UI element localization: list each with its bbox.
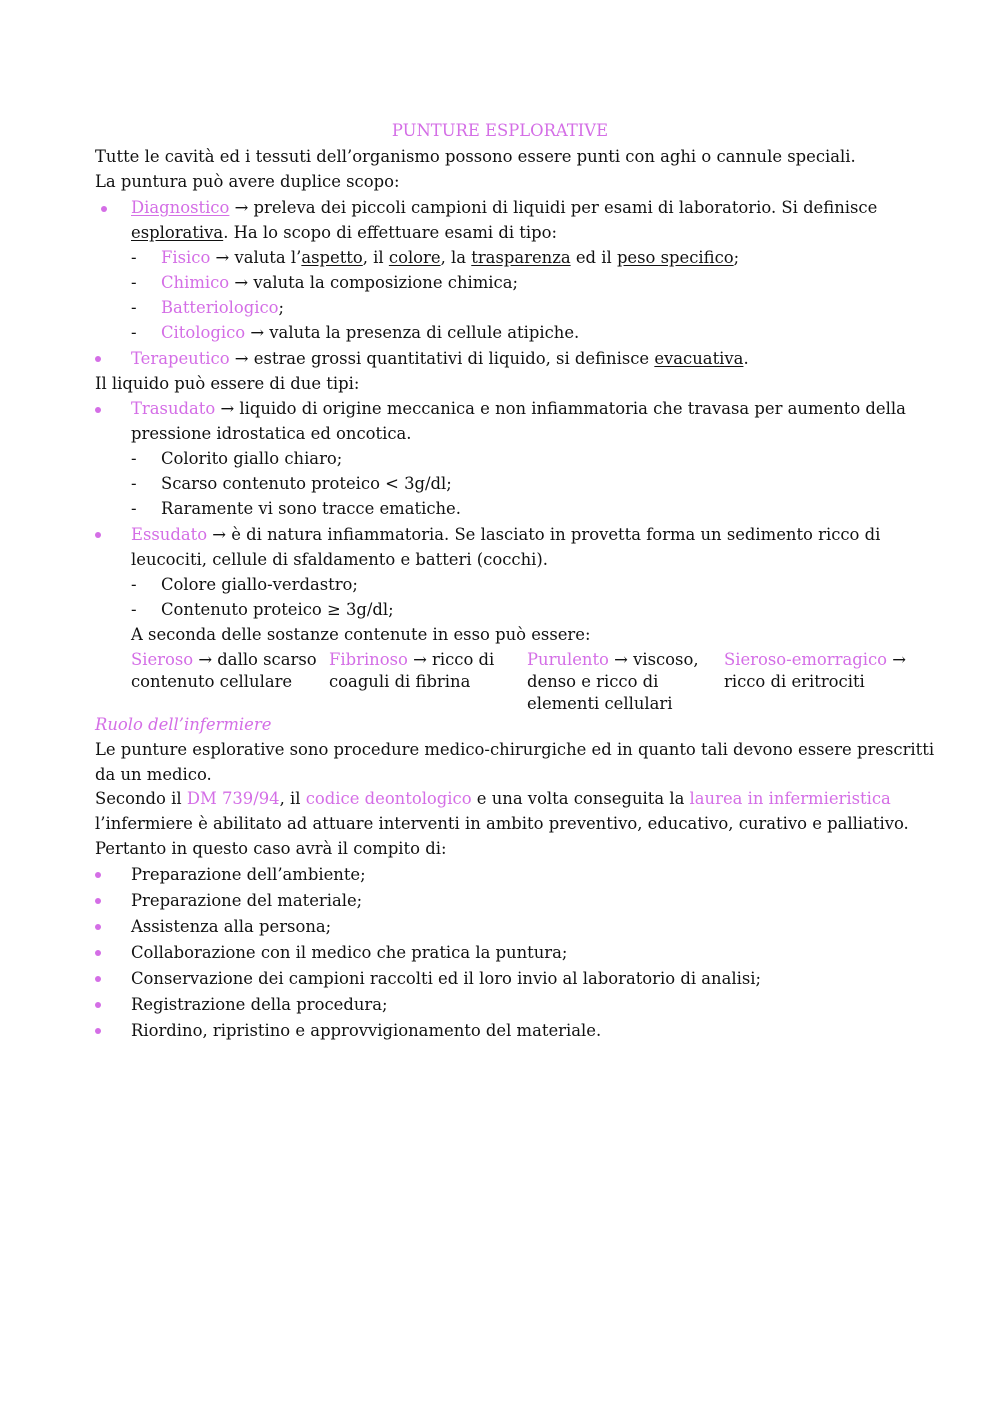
term-purulento: Purulento <box>527 650 609 669</box>
essudato-types-intro: A seconda delle sostanze contenute in esso può essere: <box>131 625 591 644</box>
liquid-intro: Il liquido può essere di due tipi: <box>95 374 360 393</box>
bullet-icon <box>95 976 101 982</box>
purulento-text-2: denso e ricco di <box>527 672 659 691</box>
batteriologico-text: ; <box>278 298 285 317</box>
bullet-icon <box>95 872 101 878</box>
terapeutico-end: . <box>743 349 749 368</box>
essudato-line-2: leucociti, cellule di sfaldamento e batteri (cocchi). <box>131 550 548 569</box>
trasudato-line-2: pressione idrostatica ed oncotica. <box>131 424 412 443</box>
trasudato-text: → liquido di origine meccanica e non infiammatoria che travasa per aumento della <box>215 399 906 418</box>
term-citologico: Citologico <box>161 323 246 342</box>
dash-marker: - <box>131 575 137 594</box>
trasudato-item: Colorito giallo chiaro; <box>161 449 343 468</box>
dash-marker: - <box>131 449 137 468</box>
exam-fisico <box>161 248 739 268</box>
purulento-text: → viscoso, <box>608 650 699 669</box>
liquid-trasudato <box>131 399 906 419</box>
diagnostico-text-2: . Ha lo scopo di effettuare esami di tipo: <box>223 223 558 242</box>
task-item: Preparazione del materiale; <box>131 891 363 910</box>
term-colore: colore <box>388 248 441 267</box>
sieroso-emorragico-text: → <box>887 650 906 669</box>
term-diagnostico: Diagnostico <box>131 198 230 217</box>
dash-marker: - <box>131 323 137 342</box>
exam-citologico <box>161 323 579 343</box>
sieroso-text-2: contenuto cellulare <box>131 672 293 691</box>
dash-marker: - <box>131 474 137 493</box>
type-purulento <box>527 649 699 715</box>
fisico-text-a: → valuta l’ <box>210 248 302 267</box>
bullet-icon <box>95 1002 101 1008</box>
ruolo-p1-line-1: Le punture esplorative sono procedure medico-chirurgiche ed in quanto tali devono essere prescritti <box>95 740 935 759</box>
fibrinoso-text-2: coaguli di fibrina <box>329 672 471 691</box>
ruolo-p2-line-3: Pertanto in questo caso avrà il compito di: <box>95 839 447 858</box>
intro-line-1: Tutte le cavità ed i tessuti dell’organismo possono essere punti con aghi o cannule speciali. <box>95 147 856 166</box>
scope-diagnostico-line-2 <box>131 223 557 243</box>
page-title: PUNTURE ESPLORATIVE <box>391 121 609 140</box>
bullet-icon <box>95 407 101 413</box>
task-item: Riordino, ripristino e approvvigionamento del materiale. <box>131 1021 602 1040</box>
bullet-icon <box>95 950 101 956</box>
essudato-item: Colore giallo-verdastro; <box>161 575 358 594</box>
term-terapeutico: Terapeutico <box>131 349 230 368</box>
task-item: Registrazione della procedura; <box>131 995 388 1014</box>
ruolo-text-c: e una volta conseguita la <box>471 789 690 808</box>
ruolo-text-a: Secondo il <box>95 789 187 808</box>
chimico-text: → valuta la composizione chimica; <box>229 273 519 292</box>
task-item: Conservazione dei campioni raccolti ed il loro invio al laboratorio di analisi; <box>131 969 762 988</box>
scope-diagnostico <box>131 198 877 218</box>
bullet-icon <box>95 356 101 362</box>
dash-marker: - <box>131 298 137 317</box>
ruolo-p2-line-1 <box>95 789 891 809</box>
term-trasparenza: trasparenza <box>471 248 571 267</box>
term-fibrinoso: Fibrinoso <box>329 650 408 669</box>
dash-marker: - <box>131 248 137 267</box>
term-essudato: Essudato <box>131 525 208 544</box>
term-sieroso-emorragico: Sieroso-emorragico <box>724 650 888 669</box>
fisico-text-b: , il <box>362 248 389 267</box>
type-sieroso <box>131 649 317 693</box>
term-trasudato: Trasudato <box>131 399 216 418</box>
term-fisico: Fisico <box>161 248 211 267</box>
terapeutico-text: → estrae grossi quantitativi di liquido, si definisce <box>229 349 655 368</box>
task-item: Preparazione dell’ambiente; <box>131 865 366 884</box>
type-fibrinoso <box>329 649 494 693</box>
type-sieroso-emorragico <box>724 649 906 693</box>
term-laurea: laurea in infermieristica <box>689 789 891 808</box>
diagnostico-text: → preleva dei piccoli campioni di liquidi per esami di laboratorio. Si definisce <box>229 198 878 217</box>
term-dm: DM 739/94 <box>186 789 280 808</box>
essudato-text: → è di natura infiammatoria. Se lasciato in provetta forma un sedimento ricco di <box>207 525 881 544</box>
term-esplorativa: esplorativa <box>131 223 224 242</box>
liquid-essudato <box>131 525 880 545</box>
term-codice-deontologico: codice deontologico <box>305 789 472 808</box>
fibrinoso-text: → ricco di <box>407 650 495 669</box>
essudato-item: Contenuto proteico ≥ 3g/dl; <box>161 600 394 619</box>
term-peso-specifico: peso specifico <box>616 248 734 267</box>
term-batteriologico: Batteriologico <box>161 298 279 317</box>
task-item: Collaborazione con il medico che pratica la puntura; <box>131 943 568 962</box>
term-sieroso: Sieroso <box>131 650 194 669</box>
bullet-icon <box>95 898 101 904</box>
citologico-text: → valuta la presenza di cellule atipiche. <box>245 323 580 342</box>
dash-marker: - <box>131 273 137 292</box>
purulento-text-3: elementi cellulari <box>527 694 673 713</box>
bullet-icon <box>101 206 107 212</box>
scope-terapeutico <box>131 349 749 369</box>
dash-marker: - <box>131 499 137 518</box>
ruolo-text-b: , il <box>279 789 306 808</box>
term-chimico: Chimico <box>161 273 230 292</box>
fisico-text-d: ed il <box>570 248 617 267</box>
exam-batteriologico <box>161 298 284 318</box>
dash-marker: - <box>131 600 137 619</box>
fisico-text-e: ; <box>733 248 740 267</box>
bullet-icon <box>95 924 101 930</box>
ruolo-p2-line-2: l’infermiere è abilitato ad attuare interventi in ambito preventivo, educativo, curativo e palliativo. <box>95 814 909 833</box>
section-heading-ruolo: Ruolo dell’infermiere <box>95 715 272 734</box>
sieroso-text: → dallo scarso <box>193 650 317 669</box>
exam-chimico <box>161 273 518 293</box>
task-item: Assistenza alla persona; <box>131 917 332 936</box>
trasudato-item: Raramente vi sono tracce ematiche. <box>161 499 461 518</box>
intro-line-2: La puntura può avere duplice scopo: <box>95 172 400 191</box>
sieroso-emorragico-text-2: ricco di eritrociti <box>724 672 865 691</box>
term-aspetto: aspetto <box>301 248 363 267</box>
bullet-icon <box>95 1028 101 1034</box>
bullet-icon <box>95 532 101 538</box>
fisico-text-c: , la <box>440 248 472 267</box>
trasudato-item: Scarso contenuto proteico < 3g/dl; <box>161 474 452 493</box>
ruolo-p1-line-2: da un medico. <box>95 765 212 784</box>
term-evacuativa: evacuativa <box>654 349 744 368</box>
